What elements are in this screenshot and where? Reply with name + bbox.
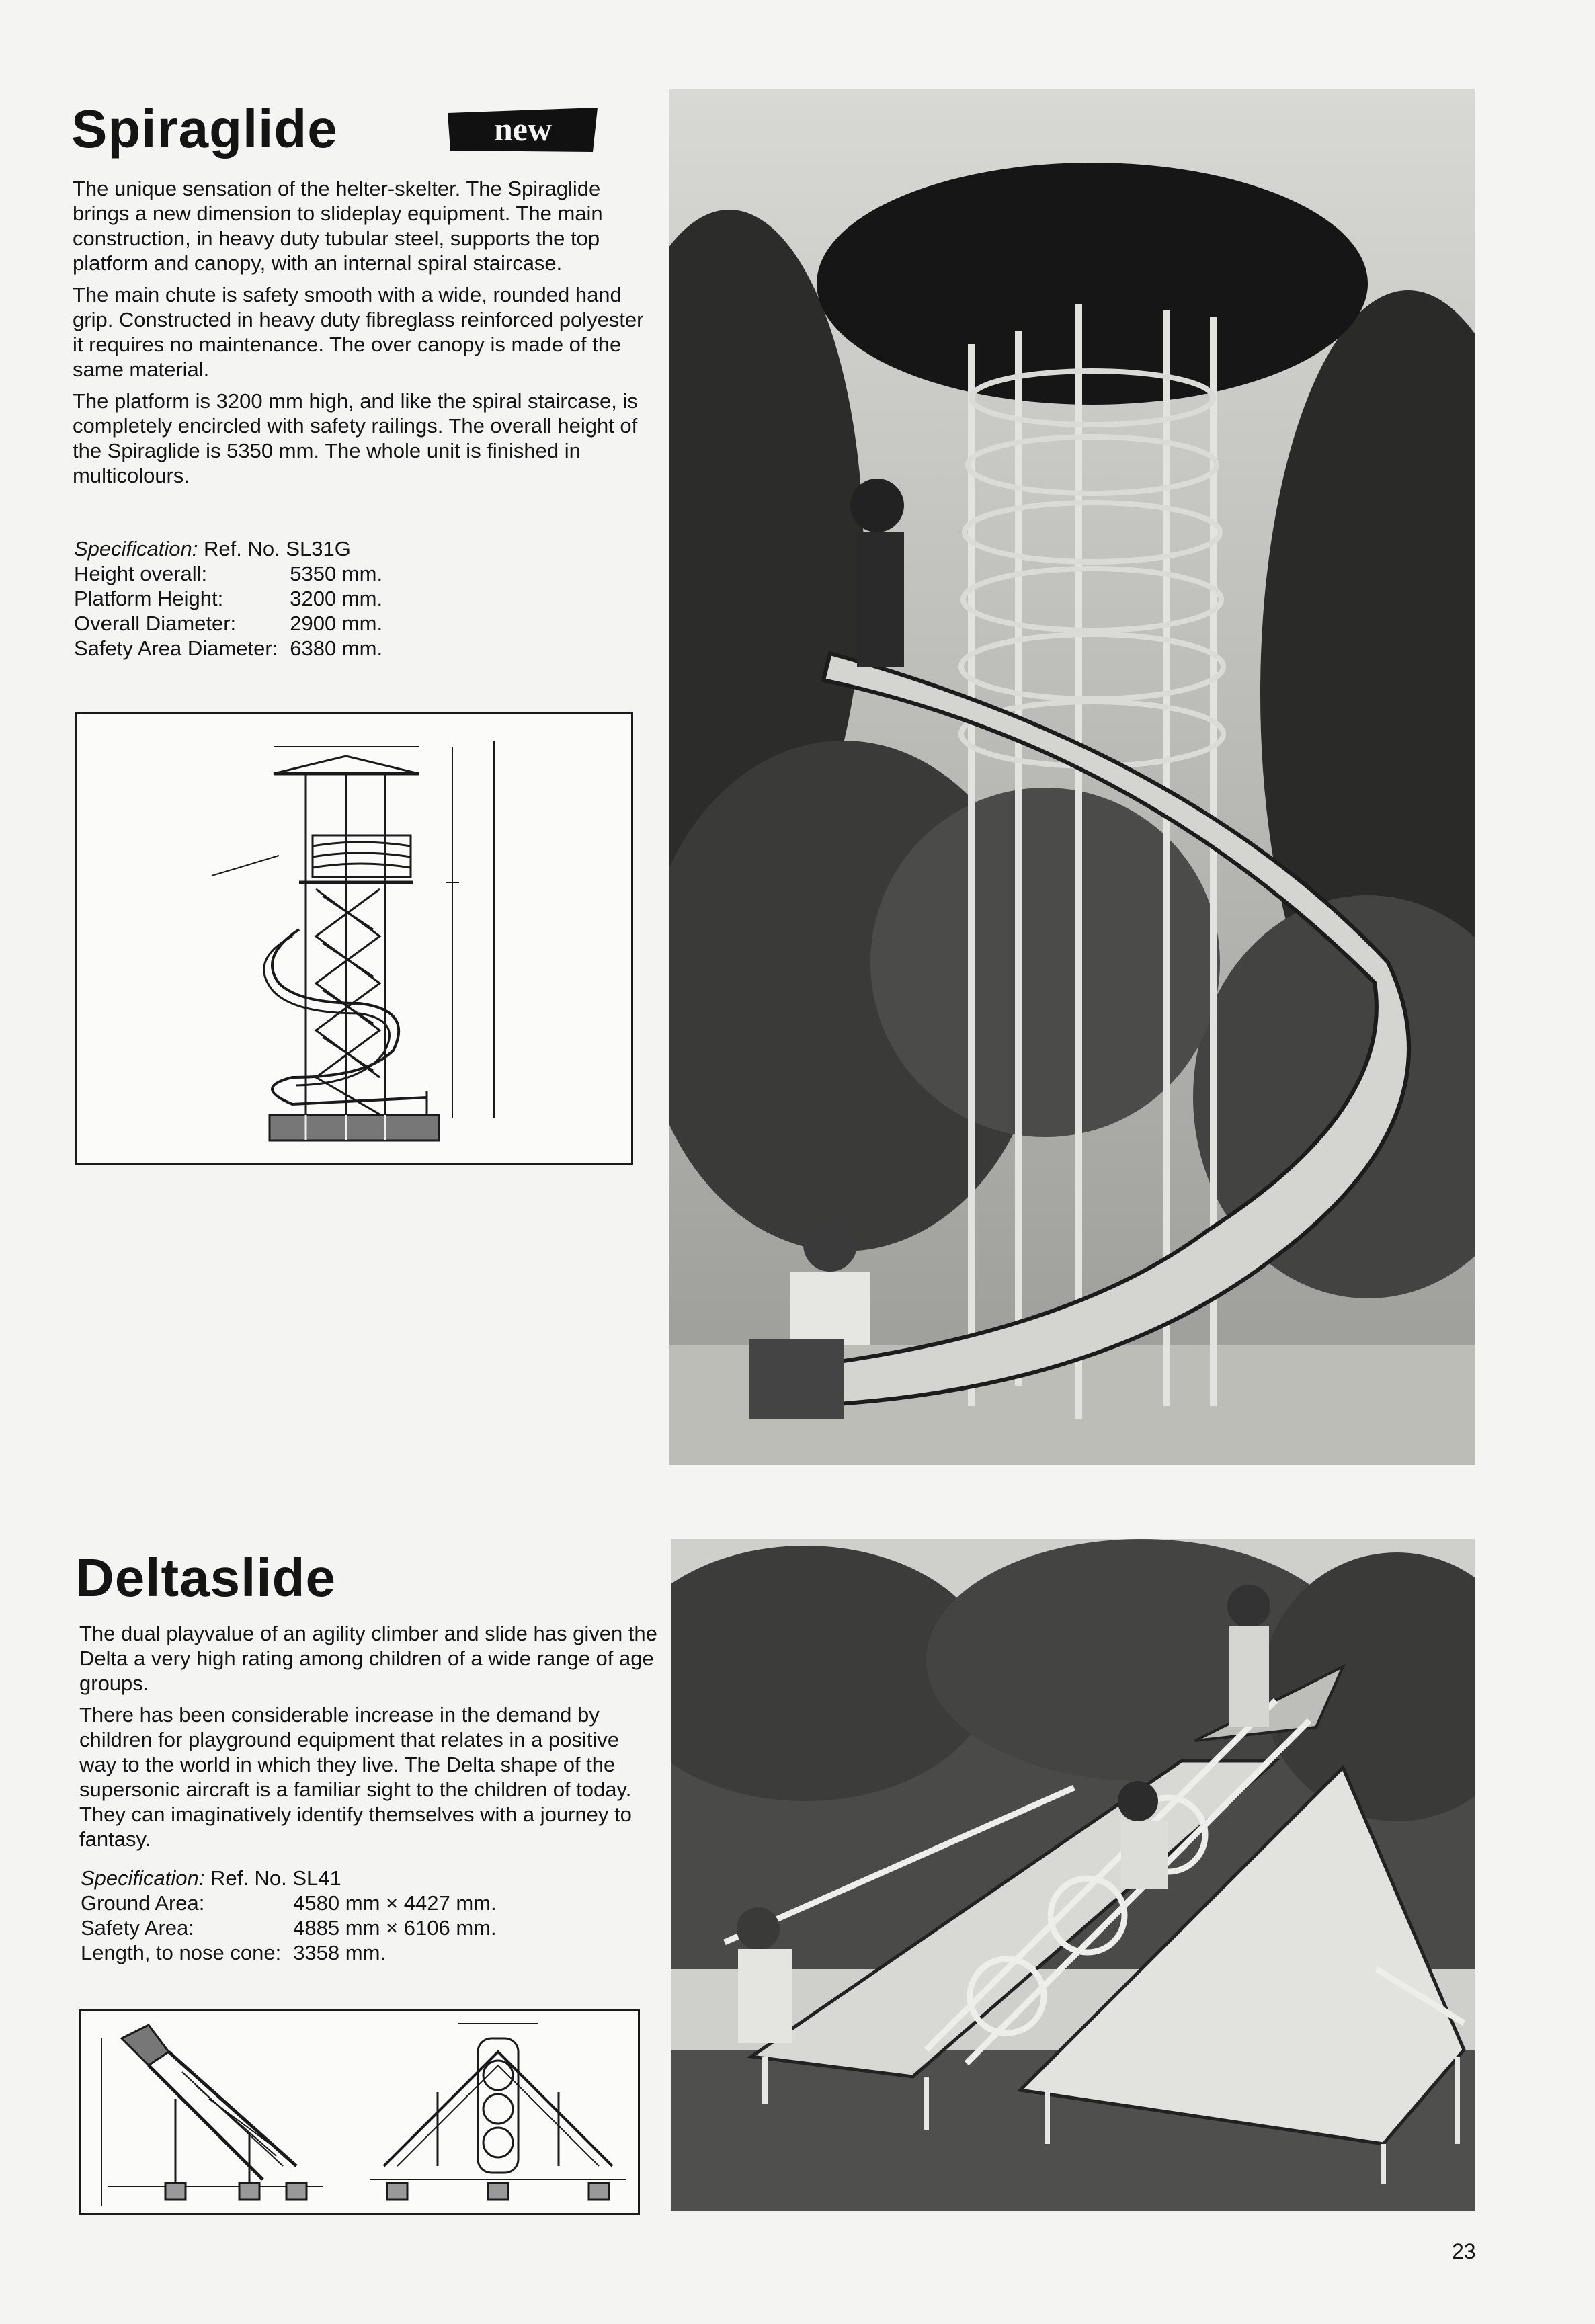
deltaslide-spec (81, 1866, 497, 1965)
spec-row: Length, to nose cone: 3358 mm. (81, 1941, 386, 1964)
deltaslide-photo (671, 1539, 1475, 2211)
spiraglide-technical-drawing (75, 712, 633, 1165)
spiraglide-ref-no: SL31G (286, 537, 351, 561)
deltaslide-spec-table (81, 1891, 497, 1965)
spec-row: Safety Area: 4885 mm × 6106 mm. (81, 1916, 497, 1940)
page-number: 23 (1452, 2239, 1476, 2264)
spec-row: Platform Height: 3200 mm. (74, 587, 383, 610)
spiraglide-spec-label: Specification: (74, 537, 198, 561)
spiraglide-description (73, 176, 651, 495)
deltaslide-paragraph-2: There has been considerable increase in the demand by children for playground equipment that relates in a positive way to the world in which they live. The Delta shape of the supersonic aircraft is a familiar sight to the children of today. They can imaginatively identify themselves with a journey to fantasy. (79, 1703, 632, 1851)
deltaslide-paragraph-1: The dual playvalue of an agility climber and slide has given the Delta a very high rating among children of a wide range of age groups. (79, 1622, 657, 1695)
spec-row: Safety Area Diameter: 6380 mm. (74, 636, 383, 660)
spiraglide-title: Spiraglide (71, 99, 338, 159)
new-badge (444, 103, 602, 159)
spiraglide-paragraph-2: The main chute is safety smooth with a wide, rounded hand grip. Constructed in heavy duty fibreglass reinforced polyester it requires no maintenance. The over canopy is made of the same material. (73, 283, 644, 381)
spiraglide-ref-label: Ref. No. (204, 537, 280, 561)
deltaslide-description (79, 1621, 657, 1858)
new-badge-label: new (493, 110, 553, 148)
spiraglide-paragraph-1: The unique sensation of the helter-skelter. The Spiraglide brings a new dimension to slideplay equipment. The main construction, in heavy duty tubular steel, supports the top platform and canopy, with an internal spiral staircase. (73, 177, 603, 275)
spec-row: Height overall: 5350 mm. (74, 562, 383, 585)
spec-row: Ground Area: 4580 mm × 4427 mm. (81, 1891, 497, 1915)
spiraglide-paragraph-3: The platform is 3200 mm high, and like the spiral staircase, is completely encircled with safety railings. The overall height of the Spiraglide is 5350 mm. The whole unit is finished in multicolours. (73, 389, 638, 487)
spiraglide-photo (669, 89, 1475, 1465)
spiraglide-spec (74, 536, 382, 661)
spec-row: Overall Diameter: 2900 mm. (74, 612, 383, 635)
deltaslide-title: Deltaslide (75, 1548, 336, 1608)
deltaslide-ref-label: Ref. No. (210, 1866, 287, 1890)
deltaslide-technical-drawing (79, 2009, 640, 2215)
deltaslide-ref-no: SL41 (292, 1866, 341, 1890)
deltaslide-spec-label: Specification: (81, 1866, 205, 1890)
spiraglide-spec-table (74, 561, 382, 661)
